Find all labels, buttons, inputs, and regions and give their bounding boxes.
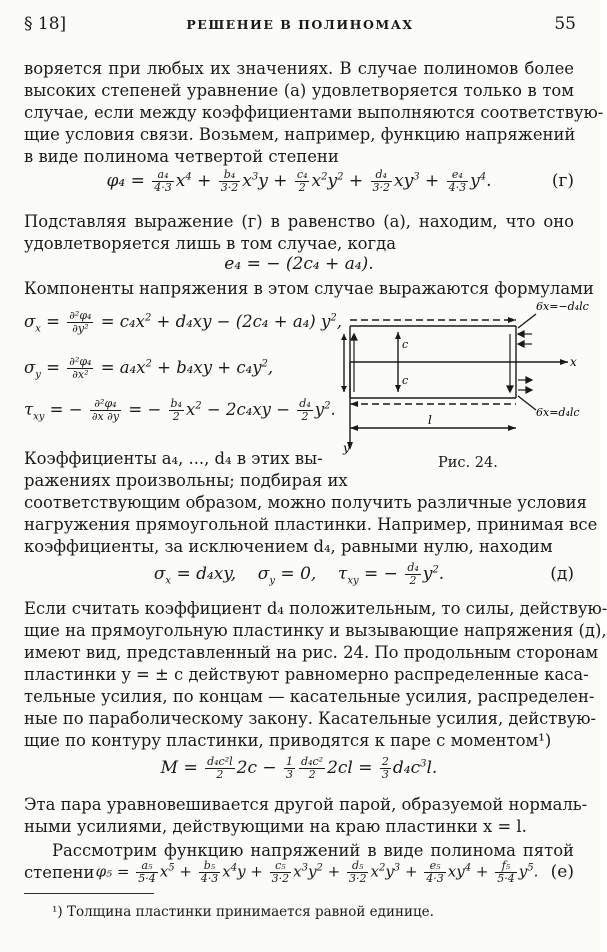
equation-e4: e₄ = − (2c₄ + a₄).	[224, 254, 374, 274]
equation-tag: (е)	[550, 862, 574, 882]
equation-tau-xy: $\tau_{xy}$ = − $\frac{\text{∂²φ₄}}{\partial x \partial y}$ = − $\frac{\text{b₄}}{2}$ $x^2 - 2c_4xy$ − $\frac{\text{d₄}}{2}$ $y^2$.	[24, 397, 336, 423]
figure-label-c: c	[402, 338, 409, 351]
footnote-rule	[24, 893, 154, 894]
equation-sigma-x: $\sigma_x$ = $\frac{\text{∂²φ₄}}{\text{∂y²}}$ = $c_4x^2 + d_4xy - (2c_4 + a_4)$ $y^2$,	[24, 309, 342, 335]
text-line: случае, если между коэффициентами выполняются соответствую-	[24, 103, 604, 122]
text-line: имеют вид, представленный на рис. 24. По продольным сторонам	[24, 643, 599, 662]
text-line: соответствующим образом, можно получить различные условия	[24, 493, 587, 512]
text-line: Подставляя выражение (г) в равенство (а), находим, что оно	[24, 212, 574, 231]
text-line: щие на прямоугольную пластинку и вызывающие напряжения (д),	[24, 621, 607, 640]
text-line: Если считать коэффициент d₄ положительным, то силы, действую-	[24, 599, 607, 618]
equation-tag: (д)	[550, 564, 574, 584]
figure-label-l: l	[428, 413, 432, 427]
text-line: ные по параболическому закону. Касательные усилия, действую-	[24, 709, 597, 728]
text-line: Эта пара уравновешивается другой парой, образуемой нормаль-	[24, 795, 588, 814]
section-number: § 18]	[24, 14, 67, 34]
text-line: удовлетворяется лишь в том случае, когда	[24, 234, 397, 253]
text-line: коэффициенты, за исключением d₄, равными нулю, находим	[24, 537, 553, 556]
text-line: Компоненты напряжения в этом случае выражаются формулами	[24, 279, 594, 298]
text-line: тельные усилия, по концам — касательные усилия, распределен-	[24, 687, 595, 706]
text-line: воряется при любых их значениях. В случае полиномов более	[24, 59, 574, 78]
figure-label-top: 6x=−d₄lc	[536, 300, 589, 313]
text-line: ными усилиями, действующими на краю пластинки x = l.	[24, 817, 527, 836]
figure-label-x: x	[570, 355, 577, 369]
figure-caption: Рис. 24.	[438, 455, 498, 471]
text-line: ражениях произвольны; подбирая их	[24, 471, 348, 490]
equation-d: $\sigma_x = d_4xy$, $\sigma_y = 0$, $\tau_{xy}$ = − $\frac{\text{d₄}}{2}$ $y^2$. (д)	[153, 561, 574, 587]
text-line: в виде полинома четвертой степени	[24, 147, 339, 166]
equation-moment: M = $\frac{\text{d₄c²l}}{2}$ 2c − $\frac{1}{3}$ $\frac{\text{d₄c²}}{2}$ 2cl = $\frac{2}{3}$ $d_4c^3l$.	[160, 755, 438, 781]
figure-label-c: c	[402, 374, 409, 387]
text-line: щие по контуру пластинки, приводятся к паре с моментом¹)	[24, 731, 552, 750]
text-line: Коэффициенты a₄, ..., d₄ в этих вы-	[24, 449, 323, 468]
text-line: степени	[24, 863, 95, 882]
equation-e: φ₅ = $\frac{\text{a₅}}{5\cdot 4}$ $x^5$ + $\frac{\text{b₅}}{4\cdot 3}$ $x^4y$ + $\frac{\text{c₅}}{3\cdot 2}$ $x^3y^2$ + $\frac{\text{d₅}}{3\cdot 2}$ $x^2y^3$ + $\frac{\text{e₅}}{4\cdot 3}$ $xy^4$ + $\frac{\text{f₅}}{5\cdot 4}$ $y^5$. (е)	[95, 859, 574, 885]
footnote: ¹) Толщина пластинки принимается равной единице.	[52, 904, 434, 920]
equation-tag: (г)	[551, 171, 574, 191]
equation-g: φ₄ = $\frac{\text{a₄}}{4\cdot 3}$ $x^4$ + $\frac{\text{b₄}}{3\cdot 2}$ $x^3y$ + $\frac{\text{c₄}}{2}$ $x^2y^2$ + $\frac{\text{d₄}}{3\cdot 2}$ $xy^3$ + $\frac{\text{e₄}}{4\cdot 3}$ $y^4$. (г)	[106, 168, 574, 194]
figure-label-bottom: 6x=d₄lc	[536, 406, 580, 419]
running-title: РЕШЕНИЕ В ПОЛИНОМАХ	[186, 17, 414, 32]
figure-label-y: y	[343, 441, 350, 455]
equation-sigma-y: $\sigma_y$ = $\frac{\text{∂²φ₄}}{\text{∂x²}}$ = $a_4x^2 + b_4xy + c_4y^2$,	[24, 355, 274, 381]
text-line: Рассмотрим функцию напряжений в виде полинома пятой	[52, 841, 574, 860]
text-line: щие условия связи. Возьмем, например, функцию напряжений	[24, 125, 576, 144]
figure-24	[340, 300, 589, 460]
page-header	[24, 14, 576, 40]
text-line: высоких степеней уравнение (а) удовлетворяется только в том	[24, 81, 574, 100]
text-line: пластинки y = ± c действуют равномерно распределенные каса-	[24, 665, 589, 684]
page-number: 55	[554, 14, 576, 34]
text-line: нагружения прямоугольной пластинки. Например, принимая все	[24, 515, 598, 534]
